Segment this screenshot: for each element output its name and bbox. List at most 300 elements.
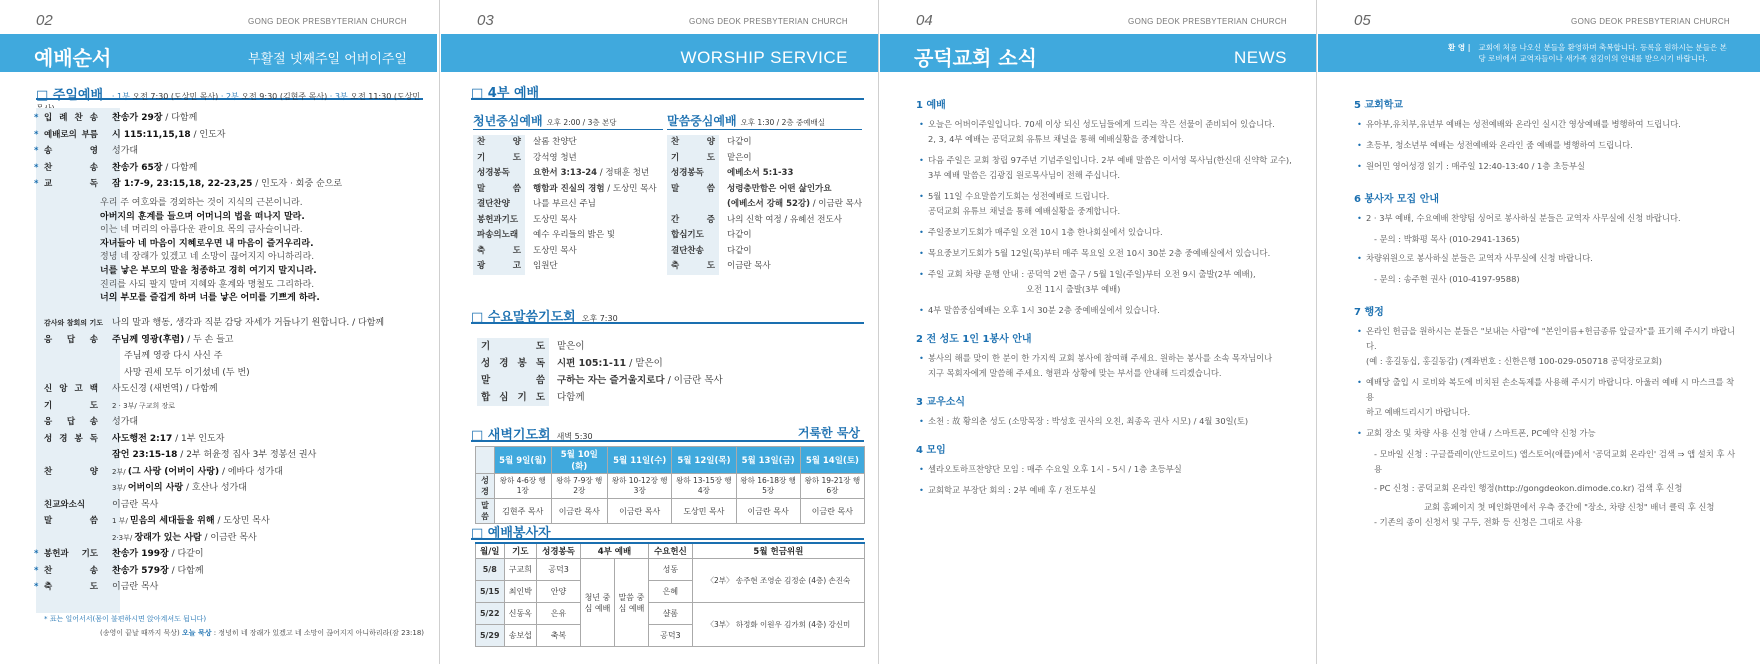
news-item: • 예배당 출입 시 로비와 복도에 비치된 손소독제를 사용해 주시기 바랍니다. 아울러 예배 시 마스크를 착용 bbox=[1354, 375, 1736, 405]
preacher-cell: 김현주 목사 bbox=[494, 499, 551, 524]
order-content bbox=[98, 480, 416, 497]
reading-line bbox=[100, 224, 400, 238]
order-row bbox=[36, 431, 416, 448]
prayer-cell: 신동옥 bbox=[504, 603, 537, 625]
news-section-title: 3 교우소식 bbox=[916, 397, 966, 408]
reading-text: 이는 네 머리의 아름다운 관이요 목의 금사슬이니라. bbox=[100, 225, 303, 236]
news-item: 2, 3, 4부 예배는 공덕교회 유튜브 채널을 통해 예배실황을 중계합니다. bbox=[928, 134, 1184, 144]
service-content bbox=[549, 338, 777, 355]
page-news-continued bbox=[1318, 0, 1760, 664]
service-row bbox=[667, 182, 862, 198]
order-row bbox=[36, 348, 416, 365]
order-main: 찬송가 199장 bbox=[112, 549, 169, 559]
order-main: 주님께 영광(후렴) bbox=[112, 334, 185, 345]
news-item: • 차량위원으로 봉사하실 분들은 교역자 사무실에 신청 바랍니다. bbox=[1354, 251, 1736, 266]
service-label: 성경봉독 bbox=[473, 166, 525, 182]
service-row bbox=[477, 355, 777, 372]
order-content bbox=[98, 315, 416, 332]
wednesday-cell: 성동 bbox=[648, 559, 692, 581]
order-row bbox=[36, 530, 416, 547]
order-main: (그 사랑 (어버이 사랑) bbox=[127, 466, 220, 477]
page-number: 05 bbox=[1354, 12, 1371, 29]
table-header-row bbox=[476, 543, 865, 559]
youth-service-cell: 청년 중심 예배 bbox=[580, 559, 614, 647]
order-main: 찬송가 579장 bbox=[112, 565, 169, 576]
preacher-cell: 이금란 목사 bbox=[551, 499, 608, 524]
service-content bbox=[525, 182, 668, 198]
order-content bbox=[98, 127, 416, 144]
bible-cell: 왕하 7-9장 행 2장 bbox=[551, 474, 608, 499]
news-section-title: 4 모임 bbox=[916, 445, 946, 456]
service-label: 파송의노래 bbox=[473, 228, 525, 244]
prayer-cell: 최인박 bbox=[504, 581, 537, 603]
news-item: • 주일중보기도회가 매주일 오전 10시 1층 한나회실에서 있습니다. bbox=[916, 225, 1293, 240]
news-item: • 초등부, 청소년부 예배는 성전예배와 온라인 줌 예배를 병행하여 드립니다. bbox=[1354, 138, 1736, 153]
page-number: 03 bbox=[477, 12, 494, 29]
order-label: * 교 독 bbox=[36, 176, 98, 193]
service-main: 살롬 찬양단 bbox=[533, 137, 577, 147]
order-detail: / 다함께 bbox=[168, 565, 204, 576]
service-main: 도상민 목사 bbox=[533, 214, 577, 225]
order-row bbox=[36, 332, 416, 349]
section-header-dawn: □ 새벽기도회 새벽 5:30 거룩한 묵상 bbox=[471, 424, 864, 442]
service-detail: / 맡은이 bbox=[626, 358, 663, 369]
order-content bbox=[98, 348, 416, 365]
order-row bbox=[36, 447, 416, 464]
news-item: • 교회 장소 및 차량 사용 신청 안내 / 스마트폰, PC예약 신청 가능 bbox=[1354, 426, 1736, 441]
service-content bbox=[549, 372, 777, 389]
service-label: 찬 양 bbox=[667, 135, 719, 151]
reading-text: 정녕 네 장래가 있겠고 네 소망이 끊어지지 아니하리라. bbox=[100, 252, 315, 263]
order-detail: 성가대 bbox=[112, 146, 139, 156]
news-item: • 온라인 헌금을 원하시는 분들은 "보내는 사람"에 "본인이름+헌금종류 앞글자"를 표기해 주시기 바랍니다. bbox=[1354, 324, 1736, 354]
order-detail: 이금란 목사 bbox=[112, 582, 159, 592]
church-name: GONG DEOK PRESBYTERIAN CHURCH bbox=[689, 17, 848, 26]
news-item: 교회 홈페이지 첫 메인화면에서 우측 중간에 "장소, 차량 신청" 배너 클릭 후 신청 bbox=[1424, 502, 1715, 512]
service-content bbox=[525, 228, 668, 244]
order-detail: / 도상민 목사 bbox=[214, 516, 270, 526]
section-title: □ 주일예배 bbox=[36, 88, 104, 103]
page-subtitle: 부활절 넷째주일 어버이주일 bbox=[248, 52, 407, 67]
news-item: • 다음 주일은 교회 창립 97주년 기념주일입니다. 2부 예배 말씀은 이서영 목사님(한신대 신약학 교수), bbox=[916, 153, 1293, 168]
news-section bbox=[916, 395, 1293, 429]
preacher-cell: 도상민 목사 bbox=[672, 499, 736, 524]
bible-cell: 왕하 13-15장 행 4장 bbox=[672, 474, 736, 499]
day-header: 5월 12일(목) bbox=[672, 447, 736, 474]
column-header: 4부 예배 bbox=[580, 543, 648, 559]
order-label: * 송 영 bbox=[36, 143, 98, 160]
news-item: • 목요중보기도회가 5월 12일(목)부터 매주 목요일 오전 10시 30분 2층 중예배실에서 있습니다. bbox=[916, 246, 1293, 261]
order-label: 감사와 참회의 기도 bbox=[44, 319, 103, 327]
reading-line bbox=[100, 265, 400, 279]
row-label: 성경 bbox=[476, 474, 495, 499]
church-name: GONG DEOK PRESBYTERIAN CHURCH bbox=[1571, 17, 1730, 26]
volunteer-row bbox=[476, 559, 865, 581]
page-divider bbox=[439, 0, 440, 664]
news-list bbox=[1354, 98, 1736, 540]
order-label bbox=[36, 530, 98, 547]
service-content bbox=[719, 135, 862, 151]
news-item: • 소천 : 故 황의춘 성도 (소망목장 : 박성호 권사의 오친, 최종옥 권사 시모) / 4월 30일(토) bbox=[916, 414, 1293, 429]
service-row bbox=[477, 372, 777, 389]
youth-service-order bbox=[473, 135, 668, 275]
order-content bbox=[98, 176, 416, 193]
service-row bbox=[473, 151, 668, 167]
news-item: • 원어민 영어성경 읽기 : 매주일 12:40-13:40 / 1층 초등부실 bbox=[1354, 159, 1736, 174]
news-item: • 주일 교회 차량 운행 안내 : 공덕역 2번 출구 / 5월 1일(주일)부터 오전 9시 출발(2부 예배), bbox=[916, 267, 1293, 282]
wednesday-cell: 은혜 bbox=[648, 581, 692, 603]
meditation-verse: (송영이 끝날 때까지 묵상) 오늘 묵상 : 정녕히 네 장래가 있겠고 네 소망이 끊어지지 아니하리라(잠 23:18) bbox=[100, 629, 425, 637]
order-content bbox=[98, 398, 416, 415]
day-header: 5월 9일(월) bbox=[494, 447, 551, 474]
order-row bbox=[36, 563, 416, 580]
service-label: 축 도 bbox=[473, 244, 525, 260]
service-main: 임원단 bbox=[533, 261, 558, 271]
order-row bbox=[36, 414, 416, 431]
service-label: 간 증 bbox=[667, 213, 719, 229]
date-cell: 5/22 bbox=[476, 603, 505, 625]
order-prefix: 2부/ bbox=[112, 467, 128, 476]
page-divider bbox=[878, 0, 879, 664]
order-main: 장래가 있는 사람 bbox=[134, 532, 202, 543]
service-content bbox=[719, 259, 862, 275]
order-label bbox=[36, 447, 98, 464]
order-detail: 이금란 목사 bbox=[112, 499, 159, 510]
section-header-4th: □ 4부 예배 bbox=[471, 82, 864, 100]
page-worship-service bbox=[441, 0, 878, 664]
order-content bbox=[98, 431, 416, 448]
order-row bbox=[36, 497, 416, 514]
order-label: * 예배로의 부름 bbox=[36, 127, 98, 144]
news-section-title: 1 예배 bbox=[916, 100, 946, 111]
order-label: * 찬 송 bbox=[36, 563, 98, 580]
page-number: 02 bbox=[36, 12, 53, 29]
service-main: 예수 우리들의 밝은 빛 bbox=[533, 230, 616, 240]
prayer-cell: 송보섭 bbox=[504, 625, 537, 647]
reading-line bbox=[100, 197, 400, 211]
service-label: 결단찬양 bbox=[473, 197, 525, 213]
service-main: 요한서 3:13-24 bbox=[533, 168, 598, 178]
service-content bbox=[719, 228, 862, 244]
service-label: 기 도 bbox=[667, 151, 719, 167]
news-item: - 기존의 종이 신청서 및 구두, 전화 등 신청은 그대로 사용 bbox=[1374, 517, 1583, 527]
order-detail: 2 · 3부/ 구교희 장로 bbox=[112, 401, 175, 410]
order-main: 찬송가 29장 bbox=[112, 113, 163, 123]
reading-cell: 축복 bbox=[537, 625, 581, 647]
news-item: • 2 · 3부 예배, 수요예배 찬양팀 싱어로 봉사하실 분들은 교역자 사무실에 신청 바랍니다. bbox=[1354, 211, 1736, 226]
order-detail: / 인도자 bbox=[190, 129, 226, 140]
day-header: 5월 10일(화) bbox=[551, 447, 608, 474]
order-label bbox=[36, 348, 98, 365]
service-main: 강석영 청년 bbox=[533, 152, 577, 163]
order-detail: / 호산나 성가대 bbox=[183, 483, 247, 493]
column-header: 월/일 bbox=[476, 543, 505, 559]
service-label: 찬 양 bbox=[473, 135, 525, 151]
service-main: 나의 신학 여정 / 유혜선 전도사 bbox=[727, 214, 842, 225]
service-row bbox=[477, 338, 777, 355]
page-number: 04 bbox=[916, 12, 933, 29]
service-content bbox=[719, 197, 862, 213]
order-row bbox=[36, 546, 416, 563]
service-label bbox=[667, 197, 719, 213]
order-detail: 성가대 bbox=[112, 417, 139, 427]
news-list bbox=[916, 98, 1293, 508]
order-detail: / 다함께 bbox=[162, 113, 198, 123]
service-main: 구하는 자는 즐거울지로다 bbox=[557, 375, 665, 386]
order-content bbox=[98, 530, 416, 547]
service-content bbox=[525, 166, 668, 182]
service-main: 도상민 목사 bbox=[533, 245, 577, 256]
service-content bbox=[549, 355, 777, 372]
service-row bbox=[667, 244, 862, 260]
page-title: 예배순서 bbox=[34, 46, 112, 70]
section-header-volunteers: □ 예배봉사자 bbox=[471, 522, 864, 540]
reading-text: 아버지의 훈계를 들으며 어머니의 법을 떠나지 말라. bbox=[100, 211, 305, 222]
service-detail: / 정태훈 청년 bbox=[597, 168, 650, 178]
service-label: 기 도 bbox=[473, 151, 525, 167]
date-cell: 5/15 bbox=[476, 581, 505, 603]
order-detail: 나의 말과 행동, 생각과 직분 감당 자세가 거듭나기 원합니다. / 다함께 bbox=[112, 318, 385, 328]
service-times: · 1부 오전 7:30 (도상민 목사) · 2부 오전 9:30 (김현주 목사) · 3부 오전 11:30 (도상민 bbox=[111, 92, 421, 101]
order-main: 사도행전 2:17 bbox=[112, 433, 173, 444]
news-section bbox=[1354, 192, 1736, 287]
order-detail: / 1부 인도자 bbox=[172, 433, 225, 444]
news-item: • 셀라오토하프찬양단 모임 : 매주 수요일 오후 1시 - 5시 / 1층 초등부실 bbox=[916, 462, 1293, 477]
order-row bbox=[36, 143, 416, 160]
news-section bbox=[916, 98, 1293, 318]
service-main: 성령충만함은 어떤 삶인가요 bbox=[727, 183, 832, 194]
order-label bbox=[36, 480, 98, 497]
order-content bbox=[98, 447, 416, 464]
service-row bbox=[667, 151, 862, 167]
order-label: * 찬 송 bbox=[36, 160, 98, 177]
service-content bbox=[525, 213, 668, 229]
order-row bbox=[36, 176, 416, 193]
day-header: 5월 14일(토) bbox=[800, 447, 864, 474]
news-item: • 4부 말씀중심예배는 오후 1시 30분 2층 중예배실에서 있습니다. bbox=[916, 303, 1293, 318]
service-label: 성 경 봉 독 bbox=[477, 355, 549, 372]
order-detail: / 에바다 성가대 bbox=[219, 466, 283, 477]
reading-text: 너의 부모를 즐겁게 하며 너를 낳은 어미를 기쁘게 하라. bbox=[100, 293, 320, 304]
bible-row bbox=[476, 474, 865, 499]
service-content bbox=[719, 151, 862, 167]
order-content bbox=[98, 160, 416, 177]
service-label: 말 씀 bbox=[667, 182, 719, 198]
news-item: 오전 11시 출발(3부 예배) bbox=[1026, 284, 1121, 294]
reading-line bbox=[100, 279, 400, 293]
column-header: 성경봉독 bbox=[537, 543, 581, 559]
prayer-cell: 구교희 bbox=[504, 559, 537, 581]
preacher-row bbox=[476, 499, 865, 524]
news-item: - 문의 : 박화평 목사 (010-2941-1365) bbox=[1374, 234, 1520, 244]
news-item: - 모바일 신청 : 구글플레이(안드로이드) 앱스토어(애플)에서 '공덕교회 온라인' 검색 ⇒ 앱 설치 후 사용 bbox=[1374, 449, 1736, 474]
order-label: 신 앙 고 백 bbox=[44, 384, 98, 394]
service-detail: / 이금란 목사 bbox=[664, 375, 723, 386]
standing-note: * 표는 일어서서(몸이 불편하시면 앉아계셔도 됩니다) bbox=[44, 615, 207, 623]
order-row bbox=[36, 464, 416, 481]
preacher-cell: 이금란 목사 bbox=[800, 499, 864, 524]
service-row bbox=[473, 197, 668, 213]
service-label: 말 씀 bbox=[477, 372, 549, 389]
service-main: 에베소서 5:1-33 bbox=[727, 168, 794, 178]
news-item: • 오늘은 어버이주일입니다. 70세 이상 되신 성도님들에게 드리는 작은 선물이 준비되어 있습니다. bbox=[916, 117, 1293, 132]
service-main: 다함께 bbox=[557, 392, 585, 403]
section-header-wednesday: □ 수요말씀기도회 오후 7:30 bbox=[471, 306, 864, 324]
news-section-title: 6 봉사자 모집 안내 bbox=[1354, 194, 1440, 205]
news-item: 하고 예배드리시기 바랍니다. bbox=[1366, 407, 1471, 417]
service-row bbox=[667, 166, 862, 182]
date-cell: 5/29 bbox=[476, 625, 505, 647]
order-content bbox=[98, 365, 416, 382]
service-label: 봉헌과기도 bbox=[473, 213, 525, 229]
service-label: 말 씀 bbox=[473, 182, 525, 198]
order-row bbox=[36, 398, 416, 415]
news-section-title: 7 행정 bbox=[1354, 307, 1384, 318]
news-section-title: 5 교회학교 bbox=[1354, 100, 1404, 111]
service-row bbox=[473, 166, 668, 182]
page-order-of-worship bbox=[0, 0, 437, 664]
preacher-cell: 이금란 목사 bbox=[608, 499, 672, 524]
day-header: 5월 11일(수) bbox=[608, 447, 672, 474]
news-section-title: 2 전 성도 1인 1봉사 안내 bbox=[916, 334, 1032, 345]
service-content bbox=[525, 259, 668, 275]
volunteers-table bbox=[475, 542, 865, 647]
service-detail: / 이금란 목사 bbox=[810, 199, 862, 209]
service-row bbox=[473, 228, 668, 244]
service-content bbox=[525, 151, 668, 167]
service-main: 이금란 목사 bbox=[727, 261, 771, 271]
preacher-cell: 이금란 목사 bbox=[736, 499, 800, 524]
reading-text: 자녀들아 네 마음이 지혜로우면 내 마음이 즐거우리라. bbox=[100, 238, 314, 249]
order-row bbox=[36, 365, 416, 382]
wednesday-order bbox=[477, 338, 777, 406]
service-label: 기 도 bbox=[477, 338, 549, 355]
order-label bbox=[36, 365, 98, 382]
reading-text: 진리를 사되 팔지 말며 지혜와 훈계와 명철도 그리하라. bbox=[100, 279, 315, 290]
order-row bbox=[36, 127, 416, 144]
service-row bbox=[667, 228, 862, 244]
news-item: 3부 예배 말씀은 김광집 원로목사님이 전해 주십니다. bbox=[928, 170, 1121, 180]
bible-cell: 왕하 16-18장 행 5장 bbox=[736, 474, 800, 499]
service-label: 축 도 bbox=[667, 259, 719, 275]
wednesday-cell: 공덕3 bbox=[648, 625, 692, 647]
volunteer-row bbox=[476, 603, 865, 625]
church-name: GONG DEOK PRESBYTERIAN CHURCH bbox=[1128, 17, 1287, 26]
youth-service-title: 청년중심예배 오후 2:00 / 3층 본당 bbox=[473, 112, 663, 130]
service-content bbox=[525, 135, 668, 151]
welcome-message: 환 영 | 교회에 처음 나오신 분들을 환영하며 축복합니다. 등록을 원하시는 분들은 본당 로비에서 교역자들이나 새가족 섬김이의 안내를 받으시기 바랍니다. bbox=[1448, 43, 1727, 63]
order-list-main bbox=[36, 315, 416, 596]
order-content bbox=[98, 513, 416, 530]
reading-cell: 은유 bbox=[537, 603, 581, 625]
section-header-sunday bbox=[36, 84, 423, 103]
order-content bbox=[98, 497, 416, 514]
reading-cell: 공덕3 bbox=[537, 559, 581, 581]
service-row bbox=[473, 244, 668, 260]
service-content bbox=[719, 244, 862, 260]
reading-cell: 안양 bbox=[537, 581, 581, 603]
page-title-en: NEWS bbox=[1234, 48, 1287, 67]
order-label: * 축 도 bbox=[36, 579, 98, 596]
order-content bbox=[98, 381, 416, 398]
dawn-prayer-table bbox=[475, 446, 865, 524]
service-label: 광 고 bbox=[473, 259, 525, 275]
title-band bbox=[441, 34, 878, 72]
order-label: 응 답 송 bbox=[44, 417, 98, 427]
order-row bbox=[36, 480, 416, 497]
order-content bbox=[98, 464, 416, 481]
order-label: 성 경 봉 독 bbox=[44, 433, 98, 444]
service-main: 다같이 bbox=[727, 230, 752, 240]
service-row bbox=[667, 197, 862, 213]
service-label: 성경봉독 bbox=[667, 166, 719, 182]
service-main: 다같이 bbox=[727, 245, 752, 256]
service-row bbox=[473, 259, 668, 275]
service-main: 다같이 bbox=[727, 137, 752, 147]
order-detail: / 이금란 목사 bbox=[201, 532, 257, 543]
order-prefix: 3부/ bbox=[112, 484, 128, 492]
news-item: (예 : 홍길동십, 홍길동감) (계좌번호 : 신한은행 100-029-050718 공덕장로교회) bbox=[1366, 356, 1662, 366]
news-item: • 5월 11일 수요말씀기도회는 성전예배로 드립니다. bbox=[916, 189, 1293, 204]
order-main: 찬송가 65장 bbox=[112, 162, 163, 173]
news-item: 지구 목회자에게 말씀해 주세요. 형편과 상황에 맞는 부서를 안내해 드리겠습니다. bbox=[928, 368, 1222, 378]
reading-text: 너를 낳은 부모의 말을 청종하고 경히 여기지 말지니라. bbox=[100, 265, 317, 276]
order-content bbox=[98, 143, 416, 160]
order-row bbox=[36, 381, 416, 398]
order-row bbox=[36, 160, 416, 177]
order-detail: / 다같이 bbox=[168, 549, 204, 559]
order-content bbox=[98, 579, 416, 596]
order-row bbox=[36, 110, 416, 127]
order-label: * 봉헌과 기도 bbox=[36, 546, 98, 563]
news-item: - 문의 : 송주현 권사 (010-4197-9588) bbox=[1374, 274, 1520, 284]
order-content bbox=[98, 110, 416, 127]
order-main: 잠 1:7-9, 23:15,18, 22-23,25 bbox=[112, 179, 253, 189]
news-item: • 교회학교 부장단 회의 : 2부 예배 후 / 전도부실 bbox=[916, 483, 1293, 498]
service-main: 나를 부르신 주님 bbox=[533, 199, 596, 209]
page-divider bbox=[1316, 0, 1317, 664]
service-label: 결단찬송 bbox=[667, 244, 719, 260]
row-label: 말씀 bbox=[476, 499, 495, 524]
bible-cell: 왕하 10-12장 행 3장 bbox=[608, 474, 672, 499]
order-row bbox=[36, 315, 416, 332]
holy-meditation-label: 거룩한 묵상 bbox=[797, 426, 860, 440]
news-section bbox=[916, 332, 1293, 381]
reading-line bbox=[100, 251, 400, 265]
news-section bbox=[1354, 98, 1736, 174]
service-main: 맡은이 bbox=[727, 152, 752, 163]
order-label: * 입 례 찬 송 bbox=[36, 110, 98, 127]
service-content bbox=[525, 244, 668, 260]
table-header-row bbox=[476, 447, 865, 474]
bible-cell: 왕하 4-6장 행 1장 bbox=[494, 474, 551, 499]
service-main: 행함과 진실의 경험 bbox=[533, 183, 605, 194]
order-content bbox=[98, 546, 416, 563]
page-news bbox=[880, 0, 1317, 664]
order-content bbox=[98, 414, 416, 431]
order-label: 친교와소식 bbox=[44, 499, 86, 510]
reading-text: 우리 주 여호와를 경외하는 것이 지식의 근본이니라. bbox=[100, 198, 303, 208]
order-label: 찬 양 bbox=[44, 466, 98, 477]
order-content bbox=[98, 563, 416, 580]
table-corner bbox=[476, 447, 495, 474]
order-prefix: 1 부/ bbox=[112, 517, 131, 525]
welcome-band bbox=[1318, 34, 1760, 72]
order-detail: 주님께 영광 다시 사신 주 bbox=[124, 351, 223, 361]
word-service-cell: 말씀 중심 예배 bbox=[614, 559, 648, 647]
responsive-reading bbox=[100, 197, 400, 306]
service-content bbox=[719, 213, 862, 229]
